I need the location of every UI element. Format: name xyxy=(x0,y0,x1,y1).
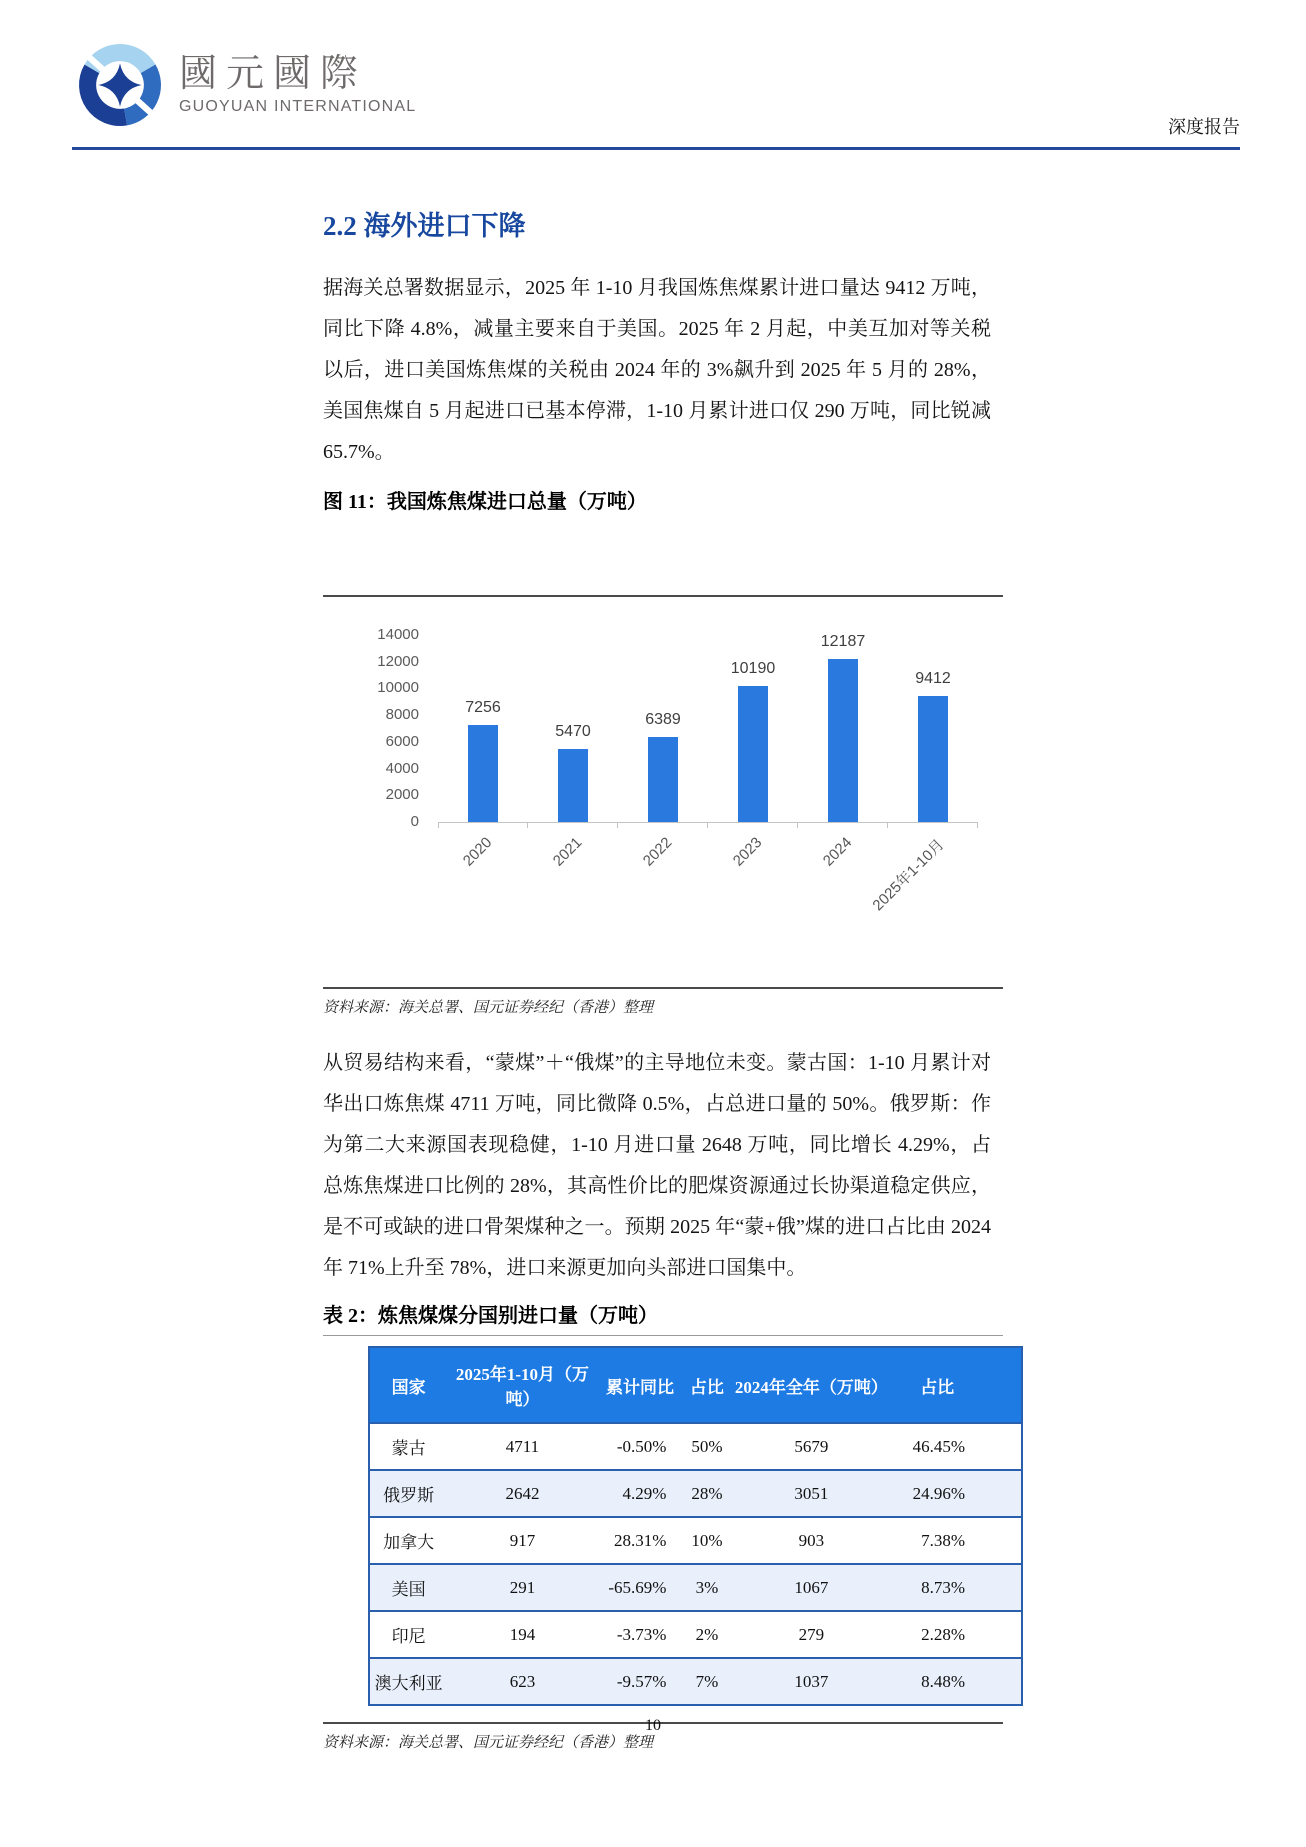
table-cell: 7% xyxy=(682,1658,731,1705)
chart-x-label: 2020 xyxy=(459,834,496,870)
table-cell: 8.48% xyxy=(891,1658,1022,1705)
page-header xyxy=(72,0,1240,150)
figure-source-note: 资料来源：海关总署、国元证券经纪（香港）整理 xyxy=(323,1000,654,1016)
chart-y-tick-label: 6000 xyxy=(385,732,419,750)
table-cell: 4711 xyxy=(447,1423,597,1470)
chart-bar xyxy=(738,686,768,822)
company-logo xyxy=(75,40,416,130)
table-cell: 10% xyxy=(682,1517,731,1564)
table-cell: 917 xyxy=(447,1517,597,1564)
chart-x-label: 2022 xyxy=(639,834,676,870)
table-cell: 903 xyxy=(731,1517,891,1564)
table-cell: 2642 xyxy=(447,1470,597,1517)
table-row xyxy=(369,1423,1022,1470)
page-number: 10 xyxy=(645,1717,661,1734)
table-cell: 3% xyxy=(682,1564,731,1611)
chart-y-tick-label: 10000 xyxy=(377,679,419,697)
chart-y-tick-label: 12000 xyxy=(377,652,419,670)
table-row xyxy=(369,1564,1022,1611)
section-heading: 2.2 海外进口下降 xyxy=(323,211,526,241)
table-cell: -9.57% xyxy=(598,1658,683,1705)
column-header-2025: 2025年1-10月（万吨） xyxy=(455,1365,590,1409)
table-cell: 2.28% xyxy=(891,1611,1022,1658)
chart-bar xyxy=(648,737,678,822)
table-cell: 美国 xyxy=(369,1564,447,1611)
table-row xyxy=(369,1611,1022,1658)
logo-name-en: GUOYUAN INTERNATIONAL xyxy=(179,97,417,115)
logo-name-cn: 國元國際 xyxy=(179,53,368,96)
table-cell: 5679 xyxy=(731,1423,891,1470)
table-cell: 1067 xyxy=(731,1564,891,1611)
paragraph-trade-structure: 从贸易结构来看，“蒙煤”＋“俄煤”的主导地位未变。蒙古国：1-10 月累计对华出口炼焦煤 4711 万吨，同比微降 0.5%，占总进口量的 50%。俄罗斯：作为第二大来源国表现稳健，1-10 月进口量 2648 万吨，同比增长 4.29%，占总炼焦煤进口比例的 28%，其高性价比的肥煤资源通过长协渠道稳定供应，是不可或缺的进口骨架煤种之一。预期 2025 年“蒙+俄”煤的进口占比由 2024 年 71%上升至 78%，进口来源更加向头部进口国集中。 xyxy=(323,1052,991,1279)
table-row xyxy=(369,1517,1022,1564)
table-cell: 46.45% xyxy=(891,1423,1022,1470)
chart-y-axis xyxy=(323,626,427,830)
main-content xyxy=(323,208,1003,1754)
chart-x-label: 2025年1-10月 xyxy=(869,836,948,915)
table-cell: -3.73% xyxy=(598,1611,683,1658)
bar-chart xyxy=(323,597,1003,987)
chart-bar xyxy=(918,696,948,822)
table-cell: 7.38% xyxy=(891,1517,1022,1564)
import-table-body xyxy=(369,1423,1022,1705)
table-cell: 俄罗斯 xyxy=(369,1470,447,1517)
table-cell: 澳大利亚 xyxy=(369,1658,447,1705)
chart-bar xyxy=(828,659,858,822)
table-top-rule xyxy=(323,1335,1003,1336)
chart-y-tick-label: 0 xyxy=(410,813,419,830)
table-cell: 4.29% xyxy=(598,1470,683,1517)
column-header-yoy: 累计同比 xyxy=(605,1377,674,1397)
table-cell: 50% xyxy=(682,1423,731,1470)
table-cell: 28.31% xyxy=(598,1517,683,1564)
table-cell: 279 xyxy=(731,1611,891,1658)
table-cell: 1037 xyxy=(731,1658,891,1705)
chart-y-tick-label: 2000 xyxy=(385,786,419,804)
chart-x-label: 2024 xyxy=(819,834,856,870)
table-cell: 3051 xyxy=(731,1470,891,1517)
chart-plot xyxy=(438,633,978,915)
table-cell: 2% xyxy=(682,1611,731,1658)
table-cell: 蒙古 xyxy=(369,1423,447,1470)
table-source-note: 资料来源：海关总署、国元证券经纪（香港）整理 xyxy=(323,1735,654,1751)
paragraph-imports: 据海关总署数据显示，2025 年 1-10 月我国炼焦煤累计进口量达 9412 万吨，同比下降 4.8%，减量主要来自于美国。2025 年 2 月起，中美互加对等关税以后，进口美国炼焦煤的关税由 2024 年的 3%飙升到 2025 年 5 月的 28%，美国焦煤自 5 月起进口已基本停滞，1-10 月累计进口仅 290 万吨，同比锐减 65.7%。 xyxy=(323,277,991,463)
chart-category-slot xyxy=(869,635,978,915)
country-import-table xyxy=(368,1346,1023,1706)
column-header-2024: 2024年全年（万吨） xyxy=(734,1377,888,1397)
chart-category-slot xyxy=(708,635,798,870)
chart-value-label: 7256 xyxy=(465,699,501,716)
table-cell: -0.50% xyxy=(598,1423,683,1470)
chart-bar xyxy=(468,725,498,822)
table-row xyxy=(369,1658,1022,1705)
chart-value-label: 12187 xyxy=(820,633,866,650)
chart-y-tick-label: 4000 xyxy=(385,759,419,777)
figure-bottom-rule xyxy=(323,987,1003,989)
chart-y-tick-label: 14000 xyxy=(377,626,419,643)
chart-value-label: 5470 xyxy=(555,723,591,740)
chart-value-label: 10190 xyxy=(730,660,776,677)
table-header-row xyxy=(369,1347,1022,1423)
table-cell: -65.69% xyxy=(598,1564,683,1611)
chart-value-label: 6389 xyxy=(645,711,681,728)
table-cell: 加拿大 xyxy=(369,1517,447,1564)
table-cell: 28% xyxy=(682,1470,731,1517)
chart-x-label: 2023 xyxy=(729,834,766,870)
chart-bar xyxy=(558,749,588,822)
column-header-share: 占比 xyxy=(689,1377,724,1397)
table-cell: 291 xyxy=(447,1564,597,1611)
chart-y-tick-label: 8000 xyxy=(385,706,419,724)
table-cell: 24.96% xyxy=(891,1470,1022,1517)
guoyuan-logo-icon xyxy=(75,40,165,130)
chart-x-label: 2021 xyxy=(549,834,586,870)
table-cell: 印尼 xyxy=(369,1611,447,1658)
figure-title: 图 11：我国炼焦煤进口总量（万吨） xyxy=(323,491,647,513)
table-cell: 8.73% xyxy=(891,1564,1022,1611)
column-header-country: 国家 xyxy=(391,1377,426,1397)
logo-text xyxy=(179,54,416,116)
table-cell: 194 xyxy=(447,1611,597,1658)
column-header-share2: 占比 xyxy=(920,1377,955,1397)
report-type-label: 深度报告 xyxy=(1168,117,1240,137)
table-title: 表 2：炼焦煤煤分国别进口量（万吨） xyxy=(323,1305,658,1327)
table-row xyxy=(369,1470,1022,1517)
table-cell: 623 xyxy=(447,1658,597,1705)
chart-category-slot xyxy=(798,633,888,870)
chart-value-label: 9412 xyxy=(915,670,951,687)
